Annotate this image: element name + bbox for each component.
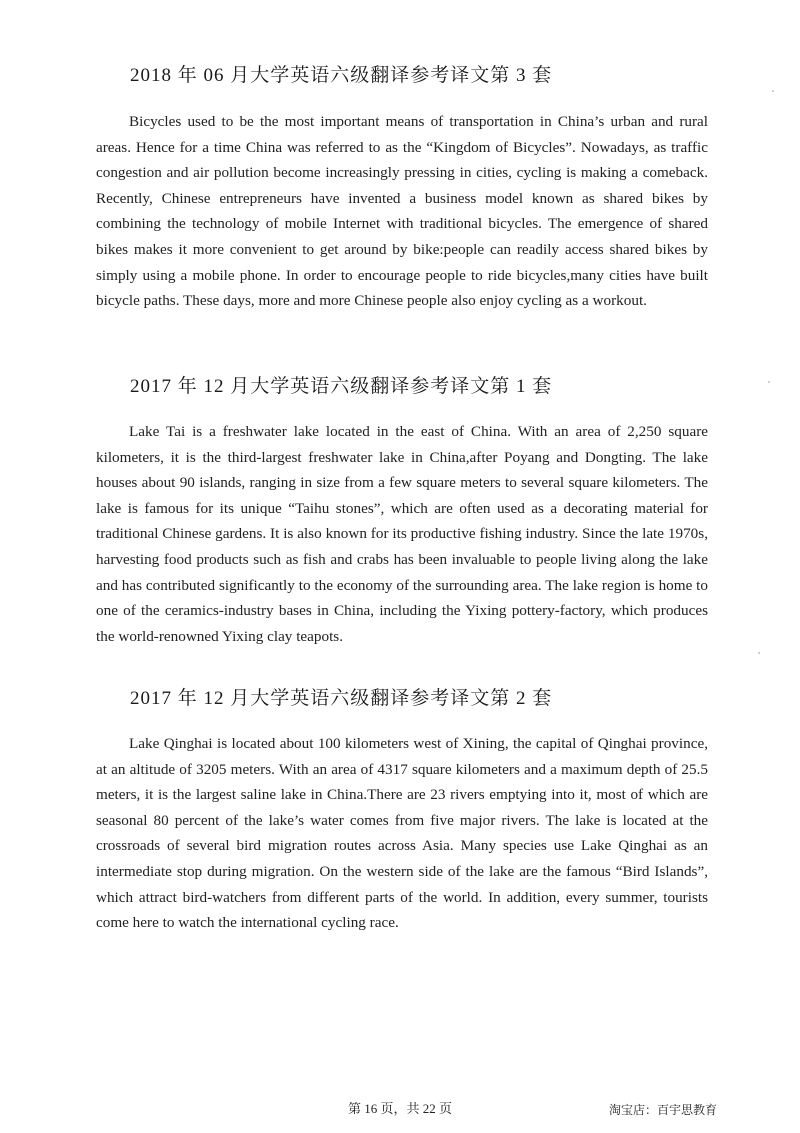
page-number: 第 16 页，共 22 页 [347, 1101, 452, 1116]
section-title: 2017 年 12 月大学英语六级翻译参考译文第 1 套 [130, 376, 553, 397]
translation-section-2017-12-set-1 [96, 375, 708, 649]
scan-speck [772, 90, 774, 92]
scan-speck [758, 652, 760, 654]
scan-speck [768, 381, 770, 383]
shop-attribution: 淘宝店：百宇思教育 [608, 1103, 717, 1117]
section-title: 2017 年 12 月大学英语六级翻译参考译文第 2 套 [130, 688, 553, 709]
section-paragraph: Lake Qinghai is located about 100 kilometers west of Xining, the capital of Qinghai province, at an altitude of 3205 meters. With an area of 4317 square kilometers and a maximum depth of 25.5 meters, it is the largest saline lake in China.There are 23 rivers emptying into it, most of which are seasonal 80 percent of the lake’s water comes from five major rivers. The lake is located at the crossroads of several bird migration routes across Asia. Many species use Lake Qinghai as an intermediate stop during migration. On the western side of the lake are the famous “Bird Islands”, which attract bird-watchers from different parts of the world. In addition, every summer, tourists come here to watch the international cycling race. [96, 735, 708, 932]
section-title: 2018 年 06 月大学英语六级翻译参考译文第 3 套 [130, 65, 553, 86]
section-paragraph: Lake Tai is a freshwater lake located in the east of China. With an area of 2,250 square kilometers, it is the third-largest freshwater lake in China,after Poyang and Dongting. The lake houses about 90 islands, ranging in size from a few square meters to several square kilometers. The lake is famous for its unique “Taihu stones”, which are often used as a decorating material for traditional Chinese gardens. It is also known for its productive fishing industry. Since the late 1970s, harvesting food products such as fish and crabs has been invaluable to people living along the lake and has contributed significantly to the economy of the surrounding area. The lake region is home to one of the ceramics-industry bases in China, including the Yixing pottery-factory, which produces the world-renowned Yixing clay teapots. [96, 423, 708, 645]
translation-section-2018-06-set-3 [96, 64, 708, 314]
section-paragraph: Bicycles used to be the most important means of transportation in China’s urban and rural areas. Hence for a time China was referred to as the “Kingdom of Bicycles”. Nowadays, as traffic congestion and air pollution become increasingly pressing in cities, cycling is making a comeback. Recently, Chinese entrepreneurs have invented a business model known as shared bikes by combining the technology of mobile Internet with traditional bicycles. The emergence of shared bikes makes it more convenient to get around by bike:people can readily access shared bikes by simply using a mobile phone. In order to encourage people to ride bicycles,many cities have built bicycle paths. These days, more and more Chinese people also enjoy cycling as a workout. [96, 113, 708, 310]
translation-section-2017-12-set-2 [96, 687, 708, 936]
